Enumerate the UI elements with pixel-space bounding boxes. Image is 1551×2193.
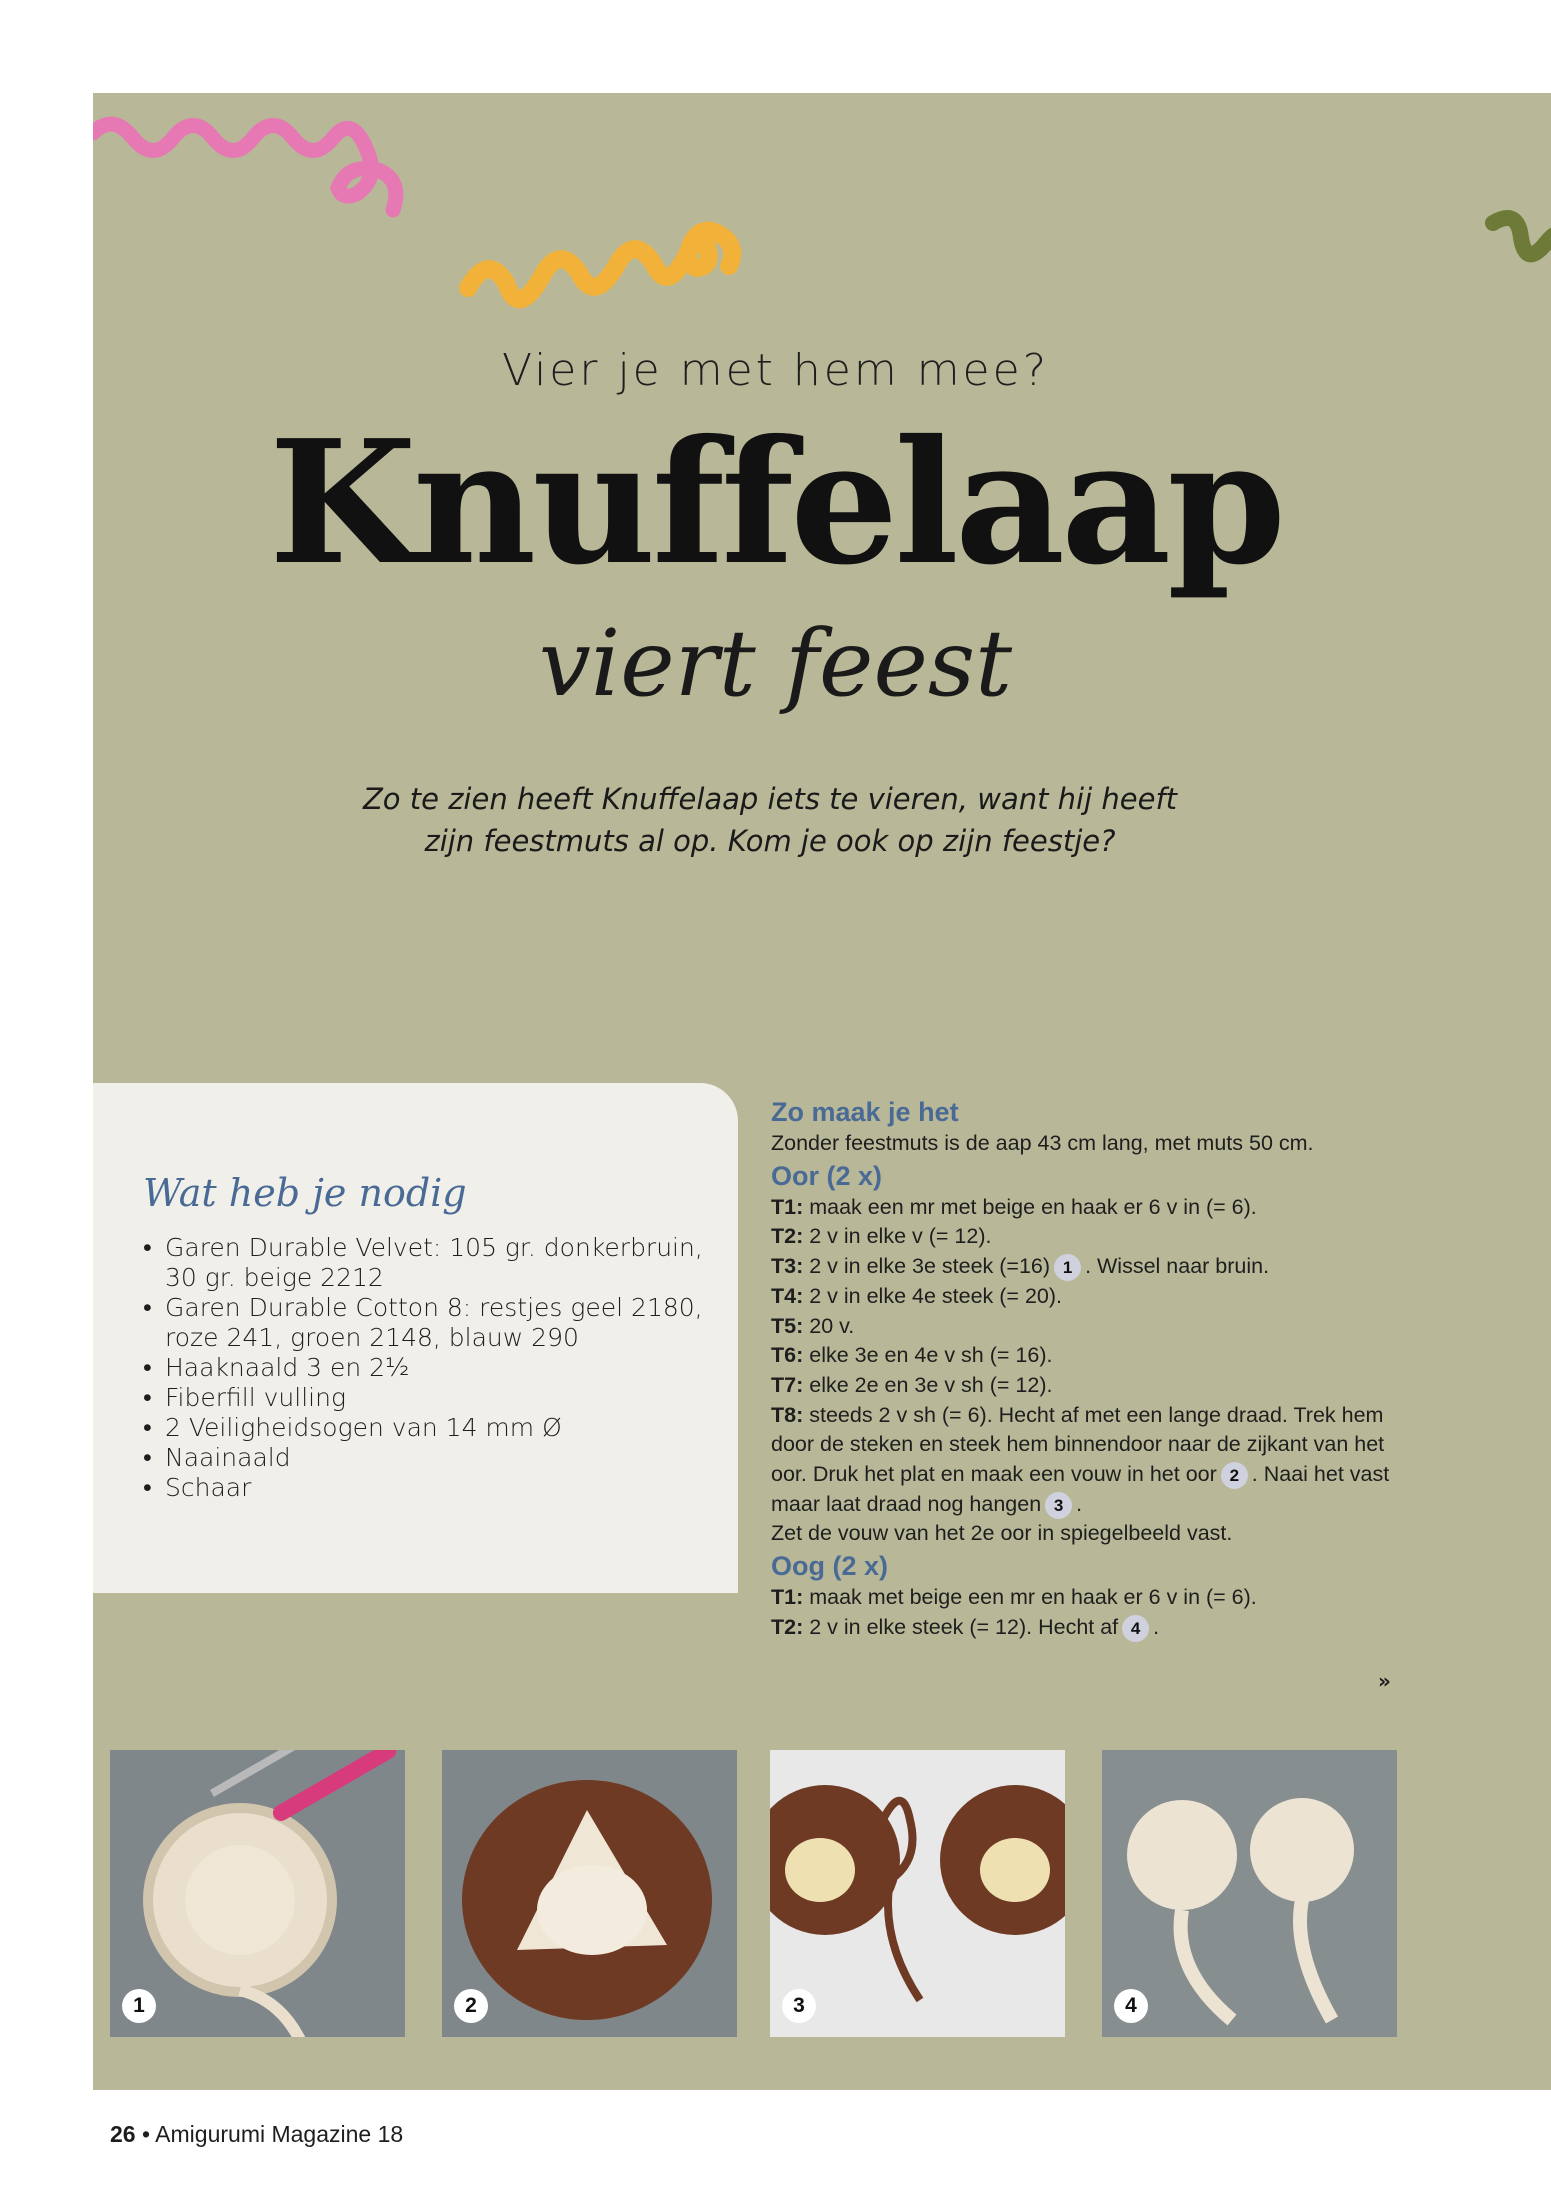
- round-label: T2:: [771, 1224, 804, 1249]
- materials-title: Wat heb je nodig: [143, 1171, 467, 1215]
- round-row: [771, 1583, 1401, 1613]
- round-label: T2:: [771, 1614, 804, 1639]
- list-item: • 2 Veiligheidsogen van 14 mm Ø: [143, 1413, 713, 1443]
- footer-separator: •: [141, 2121, 151, 2147]
- photo-number: 1: [122, 1989, 156, 2023]
- round-row: [771, 1222, 1401, 1252]
- page-footer: [110, 2121, 403, 2148]
- round-text: maak een mr met beige en haak er 6 v in (= 6).: [809, 1194, 1257, 1219]
- round-row: [771, 1193, 1401, 1223]
- list-item: • Schaar: [143, 1473, 713, 1503]
- round-text: 2 v in elke v (= 12).: [809, 1224, 992, 1249]
- round-label: T8:: [771, 1402, 804, 1427]
- round-text: Zet de vouw van het 2e oor in spiegelbeeld vast.: [771, 1521, 1233, 1546]
- list-item: • Fiberfill vulling: [143, 1383, 713, 1413]
- step-photo-2: [442, 1750, 737, 2037]
- pink-yarn-squiggle: [93, 124, 396, 210]
- round-text: maak met beige een mr en haak er 6 v in (= 6).: [809, 1585, 1257, 1610]
- round-text: elke 2e en 3e v sh (= 12).: [809, 1372, 1053, 1397]
- round-label: T6:: [771, 1343, 804, 1368]
- round-row: [771, 1401, 1401, 1520]
- round-text: .: [1153, 1614, 1160, 1639]
- list-item: • Haaknaald 3 en 2½: [143, 1353, 713, 1383]
- round-row: [771, 1252, 1401, 1282]
- magazine-name: Amigurumi Magazine 18: [155, 2121, 404, 2147]
- step-badge: 1: [1054, 1254, 1081, 1281]
- page-number: 26: [110, 2121, 136, 2147]
- round-row: [771, 1371, 1401, 1401]
- step-photo-1: [110, 1750, 405, 2037]
- continue-icon: »: [1378, 1669, 1391, 1693]
- list-item: • Garen Durable Cotton 8: restjes geel 2180, roze 241, groen 2148, blauw 290: [143, 1293, 713, 1353]
- round-label: T4:: [771, 1283, 804, 1308]
- round-row: [771, 1613, 1401, 1643]
- intro-line: zijn feestmuts al op. Kom je ook op zijn feestje?: [424, 824, 1116, 858]
- page-title: Knuffelaap: [268, 403, 1283, 603]
- step-badge: 2: [1221, 1462, 1248, 1489]
- ear-title: Oor (2 x): [771, 1160, 883, 1191]
- round-row: [771, 1312, 1401, 1342]
- list-item: • Naainaald: [143, 1443, 713, 1473]
- round-label: T7:: [771, 1372, 804, 1397]
- round-row: [771, 1341, 1401, 1371]
- round-text: 2 v in elke 4e steek (= 20).: [809, 1283, 1062, 1308]
- materials-list: [143, 1233, 713, 1503]
- round-text: 2 v in elke 3e steek (=16): [809, 1254, 1051, 1279]
- materials-panel: [93, 1083, 738, 1593]
- photo-number: 3: [782, 1989, 816, 2023]
- step-photo-4: [1102, 1750, 1397, 2037]
- step-badge: 3: [1045, 1492, 1072, 1519]
- intro-text: [300, 778, 1240, 862]
- round-text: 20 v.: [809, 1313, 855, 1338]
- round-label: T1:: [771, 1585, 804, 1610]
- round-label: T3:: [771, 1254, 804, 1279]
- round-text: steeds 2 v sh (= 6). Hecht af met een lange draad. Trek hem door de steken en steek hem binnendoor naar de zijkant van het oor. Druk het plat en maak een vouw in het oor: [771, 1402, 1385, 1487]
- how-title: Zo maak je het: [771, 1097, 959, 1127]
- green-yarn-squiggle: [1493, 218, 1551, 258]
- round-row: [771, 1282, 1401, 1312]
- photo-number: 4: [1114, 1989, 1148, 2023]
- page-subtitle: viert feest: [538, 610, 1013, 717]
- eye-title: Oog (2 x): [771, 1551, 889, 1582]
- list-item: • Garen Durable Velvet: 105 gr. donkerbruin, 30 gr. beige 2212: [143, 1233, 713, 1293]
- round-text: .: [1076, 1491, 1083, 1516]
- intro-line: Zo te zien heeft Knuffelaap iets te vieren, want hij heeft: [362, 782, 1178, 816]
- step-photo-3: [770, 1750, 1065, 2037]
- round-label: T1:: [771, 1194, 804, 1219]
- step-badge: 4: [1122, 1615, 1149, 1642]
- round-text: elke 3e en 4e v sh (= 16).: [809, 1343, 1053, 1368]
- instructions: [771, 1095, 1401, 1643]
- round-text: . Naai het vast maar laat draad nog hangen: [771, 1462, 1390, 1516]
- photo-number: 2: [454, 1989, 488, 2023]
- round-text: 2 v in elke steek (= 12). Hecht af: [809, 1614, 1119, 1639]
- round-text: . Wissel naar bruin.: [1085, 1254, 1270, 1279]
- yellow-yarn-squiggle: [468, 231, 732, 300]
- how-text: Zonder feestmuts is de aap 43 cm lang, met muts 50 cm.: [771, 1131, 1314, 1155]
- kicker: Vier je met hem mee?: [501, 345, 1050, 396]
- round-label: T5:: [771, 1313, 804, 1338]
